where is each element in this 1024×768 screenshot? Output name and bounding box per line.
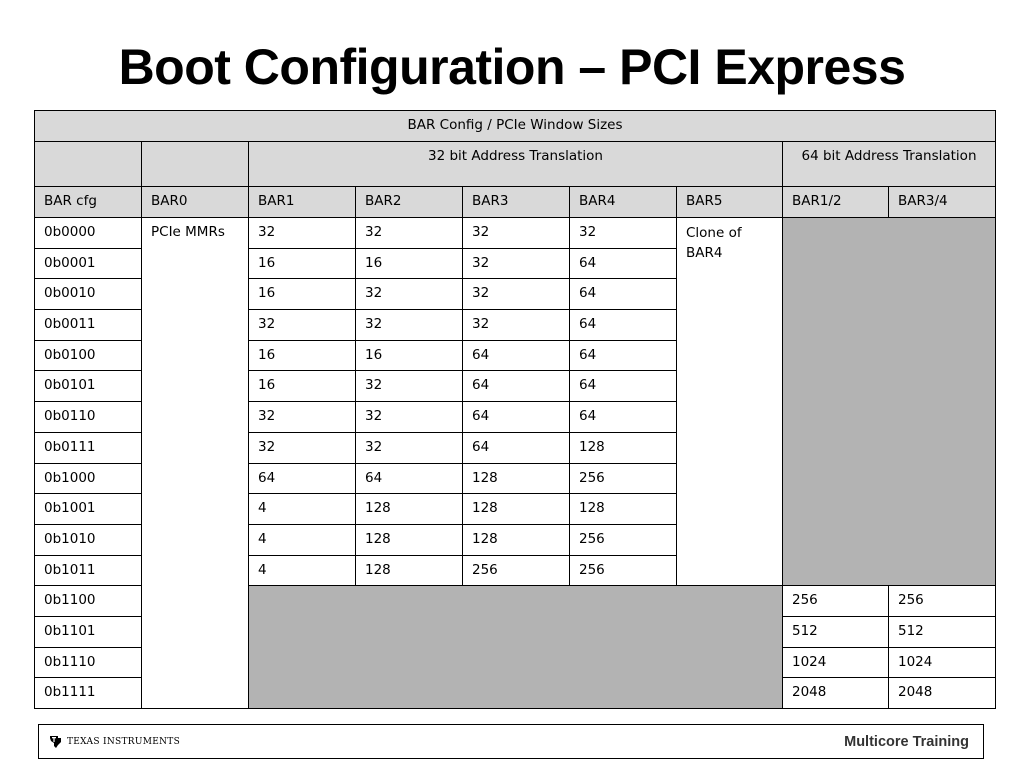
window-size-cell: 64 [570, 340, 677, 371]
window-size-cell: 128 [570, 494, 677, 525]
window-size-cell: 32 [463, 310, 570, 341]
window-size-cell: 32 [463, 279, 570, 310]
column-header: BAR4 [570, 187, 677, 218]
window-size-cell: 16 [249, 279, 356, 310]
bar-config-table [34, 110, 996, 709]
column-header: BAR3/4 [889, 187, 996, 218]
column-header: BAR3 [463, 187, 570, 218]
bar-cfg-cell: 0b0111 [35, 432, 142, 463]
window-size-cell: 256 [889, 586, 996, 617]
window-size-cell: 64 [570, 310, 677, 341]
shaded-unused-64bit [783, 218, 996, 586]
window-size-cell: 4 [249, 555, 356, 586]
bar-cfg-cell: 0b0100 [35, 340, 142, 371]
bar-cfg-cell: 0b1001 [35, 494, 142, 525]
window-size-cell: 16 [249, 340, 356, 371]
window-size-cell: 128 [356, 494, 463, 525]
slide-footer [38, 724, 984, 759]
bar5-cell: Clone of BAR4 [677, 218, 783, 586]
window-size-cell: 256 [570, 463, 677, 494]
window-size-cell: 64 [570, 279, 677, 310]
window-size-cell: 2048 [783, 678, 889, 709]
window-size-cell: 64 [463, 340, 570, 371]
window-size-cell: 32 [463, 248, 570, 279]
window-size-cell: 128 [570, 432, 677, 463]
ti-logo-icon [49, 735, 62, 749]
window-size-cell: 16 [356, 248, 463, 279]
window-size-cell: 256 [783, 586, 889, 617]
window-size-cell: 128 [463, 494, 570, 525]
window-size-cell: 256 [570, 555, 677, 586]
window-size-cell: 32 [356, 218, 463, 249]
column-header: BAR2 [356, 187, 463, 218]
window-size-cell: 32 [356, 432, 463, 463]
window-size-cell: 4 [249, 494, 356, 525]
window-size-cell: 32 [570, 218, 677, 249]
ti-logo-text: TEXAS INSTRUMENTS [67, 737, 181, 747]
window-size-cell: 256 [463, 555, 570, 586]
window-size-cell: 128 [463, 524, 570, 555]
window-size-cell: 32 [356, 279, 463, 310]
window-size-cell: 2048 [889, 678, 996, 709]
column-header: BAR1/2 [783, 187, 889, 218]
window-size-cell: 16 [356, 340, 463, 371]
group-header-64bit: 64 bit Address Translation [783, 142, 996, 187]
bar-cfg-cell: 0b1000 [35, 463, 142, 494]
shaded-unused-32bit [249, 586, 783, 709]
window-size-cell: 128 [463, 463, 570, 494]
column-header: BAR5 [677, 187, 783, 218]
bar-cfg-cell: 0b0000 [35, 218, 142, 249]
column-header: BAR cfg [35, 187, 142, 218]
table-row [35, 218, 996, 249]
window-size-cell: 1024 [783, 647, 889, 678]
bar-cfg-cell: 0b1011 [35, 555, 142, 586]
bar-cfg-cell: 0b1101 [35, 616, 142, 647]
window-size-cell: 32 [356, 402, 463, 433]
ti-logo [49, 735, 180, 749]
window-size-cell: 512 [889, 616, 996, 647]
window-size-cell: 64 [570, 248, 677, 279]
window-size-cell: 64 [463, 432, 570, 463]
table-caption: BAR Config / PCIe Window Sizes [35, 111, 996, 142]
window-size-cell: 4 [249, 524, 356, 555]
bar-cfg-cell: 0b1111 [35, 678, 142, 709]
group-empty-cell [142, 142, 249, 187]
window-size-cell: 16 [249, 248, 356, 279]
window-size-cell: 64 [570, 402, 677, 433]
window-size-cell: 64 [463, 402, 570, 433]
bar0-cell: PCIe MMRs [142, 218, 249, 709]
group-empty-cell [35, 142, 142, 187]
group-header-32bit: 32 bit Address Translation [249, 142, 783, 187]
window-size-cell: 64 [570, 371, 677, 402]
window-size-cell: 32 [463, 218, 570, 249]
window-size-cell: 512 [783, 616, 889, 647]
bar-cfg-cell: 0b0101 [35, 371, 142, 402]
footer-label: Multicore Training [844, 734, 969, 750]
page-title: Boot Configuration – PCI Express [118, 39, 906, 95]
bar-cfg-cell: 0b0001 [35, 248, 142, 279]
window-size-cell: 128 [356, 555, 463, 586]
bar-cfg-cell: 0b0110 [35, 402, 142, 433]
bar-cfg-cell: 0b1010 [35, 524, 142, 555]
bar-cfg-cell: 0b1100 [35, 586, 142, 617]
window-size-cell: 64 [249, 463, 356, 494]
window-size-cell: 32 [249, 310, 356, 341]
bar-cfg-cell: 0b0010 [35, 279, 142, 310]
window-size-cell: 16 [249, 371, 356, 402]
bar-cfg-cell: 0b1110 [35, 647, 142, 678]
window-size-cell: 128 [356, 524, 463, 555]
window-size-cell: 32 [249, 402, 356, 433]
window-size-cell: 64 [356, 463, 463, 494]
window-size-cell: 32 [249, 432, 356, 463]
window-size-cell: 256 [570, 524, 677, 555]
bar-cfg-cell: 0b0011 [35, 310, 142, 341]
column-header: BAR0 [142, 187, 249, 218]
window-size-cell: 64 [463, 371, 570, 402]
window-size-cell: 32 [356, 371, 463, 402]
window-size-cell: 32 [356, 310, 463, 341]
column-header: BAR1 [249, 187, 356, 218]
window-size-cell: 32 [249, 218, 356, 249]
window-size-cell: 1024 [889, 647, 996, 678]
